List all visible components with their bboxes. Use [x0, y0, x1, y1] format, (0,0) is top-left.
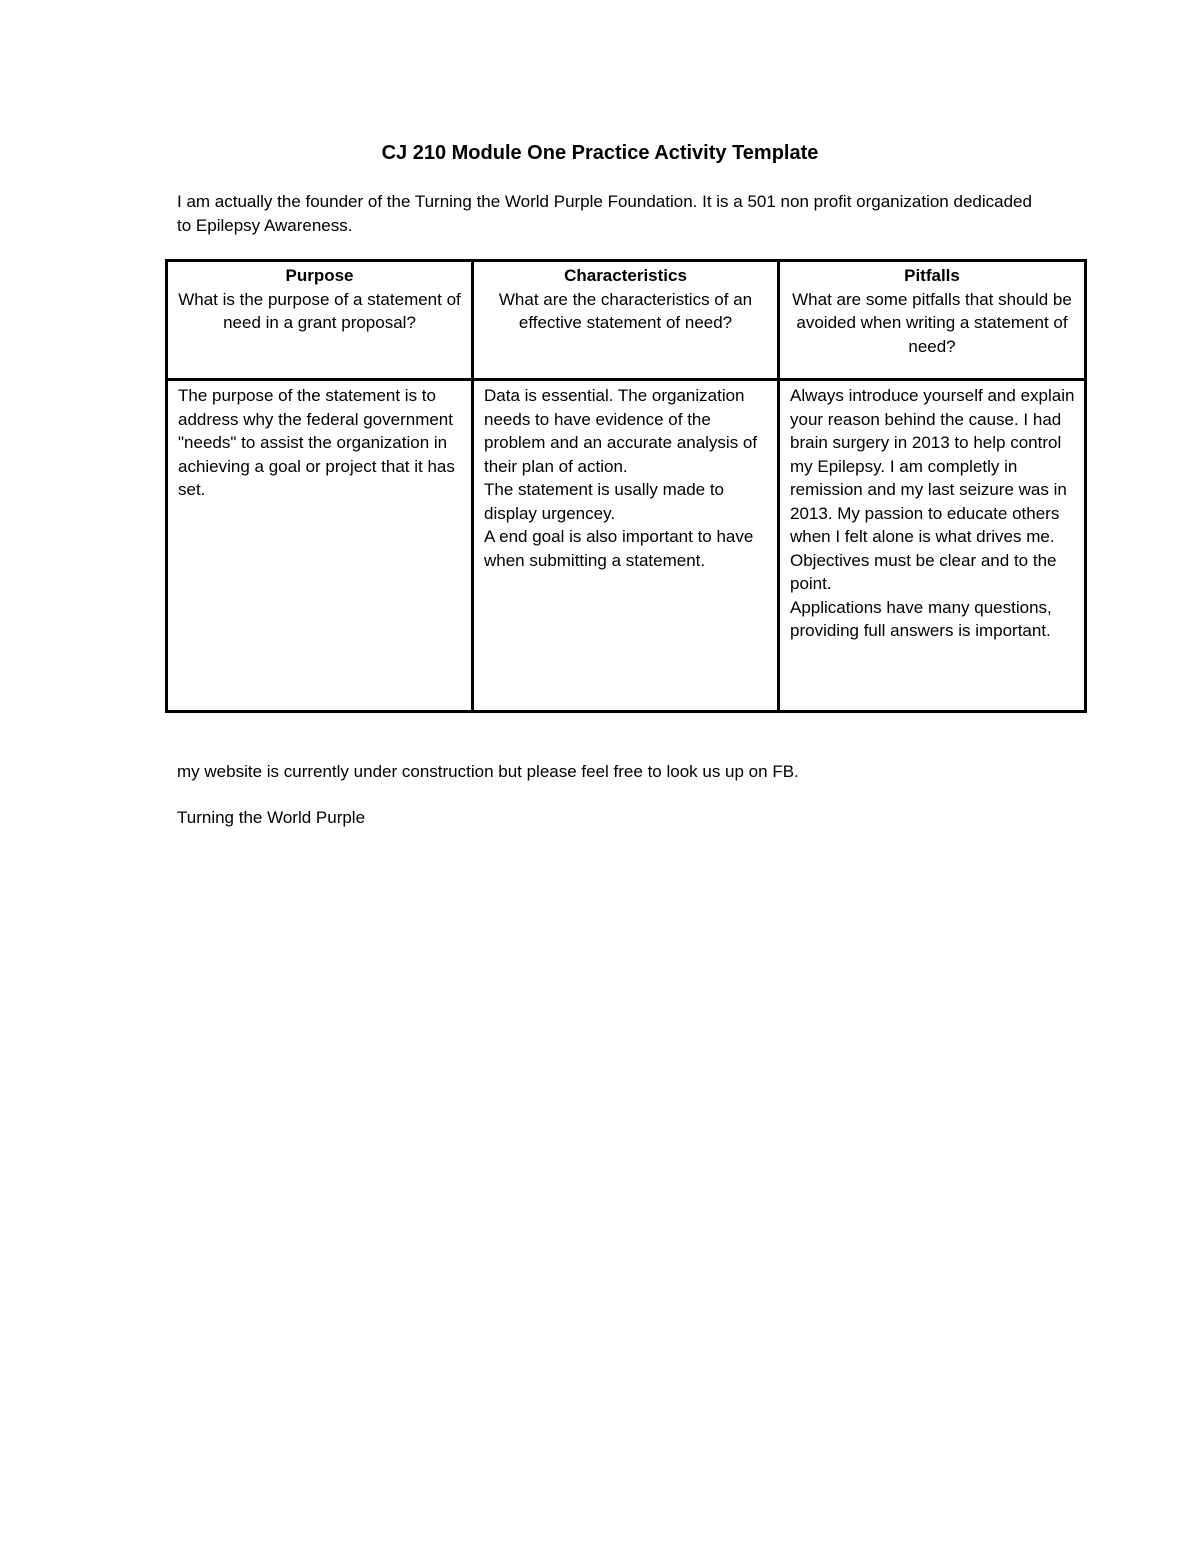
header-cell-pitfalls [779, 261, 1086, 380]
answer-purpose-line-1: The purpose of the statement is to address why the federal government "needs" to assist the organization in achieving a goal or project that it has set. [178, 386, 455, 499]
document-title: CJ 210 Module One Practice Activity Template [381, 142, 819, 164]
answer-cell-purpose [167, 380, 473, 712]
table-header-row [167, 261, 1086, 380]
column-title-characteristics: Characteristics [564, 266, 687, 285]
header-cell-purpose [167, 261, 473, 380]
answer-pitfalls-line-2: Objectives must be clear and to the point. [790, 550, 1057, 593]
answer-cell-characteristics [473, 380, 779, 712]
column-title-purpose: Purpose [285, 266, 354, 285]
table-answer-row [167, 380, 1086, 712]
intro-text: I am actually the founder of the Turning the World Purple Foundation. It is a 501 non profit organization dedicaded to Epilepsy Awareness. [177, 192, 1032, 235]
column-title-pitfalls: Pitfalls [904, 266, 960, 285]
column-question-characteristics: What are the characteristics of an effective statement of need? [498, 289, 753, 332]
answer-characteristics-line-3: A end goal is also important to have when submitting a statement. [484, 527, 754, 570]
answer-cell-pitfalls [779, 380, 1086, 712]
answer-characteristics-line-2: The statement is usally made to display urgencey. [484, 480, 725, 523]
signature-line: Turning the World Purple [177, 808, 366, 827]
answer-characteristics-line-1: Data is essential. The organization needs to have evidence of the problem and an accurate analysis of their plan of action. [484, 386, 758, 476]
intro-paragraph [177, 190, 1037, 237]
column-question-purpose: What is the purpose of a statement of need in a grant proposal? [178, 289, 461, 332]
activity-table [165, 259, 1087, 713]
header-cell-characteristics [473, 261, 779, 380]
website-note: my website is currently under construction but please feel free to look us up on FB. [177, 762, 799, 781]
column-question-pitfalls: What are some pitfalls that should be avoided when writing a statement of need? [792, 289, 1072, 356]
answer-pitfalls-line-1: Always introduce yourself and explain your reason behind the cause. I had brain surgery in 2013 to help control my Epilepsy. I am completly in remission and my last seizure was in 2013. My passion to educate others when I felt alone is what drives me. [790, 386, 1075, 546]
answer-pitfalls-line-3: Applications have many questions, providing full answers is important. [790, 597, 1052, 640]
